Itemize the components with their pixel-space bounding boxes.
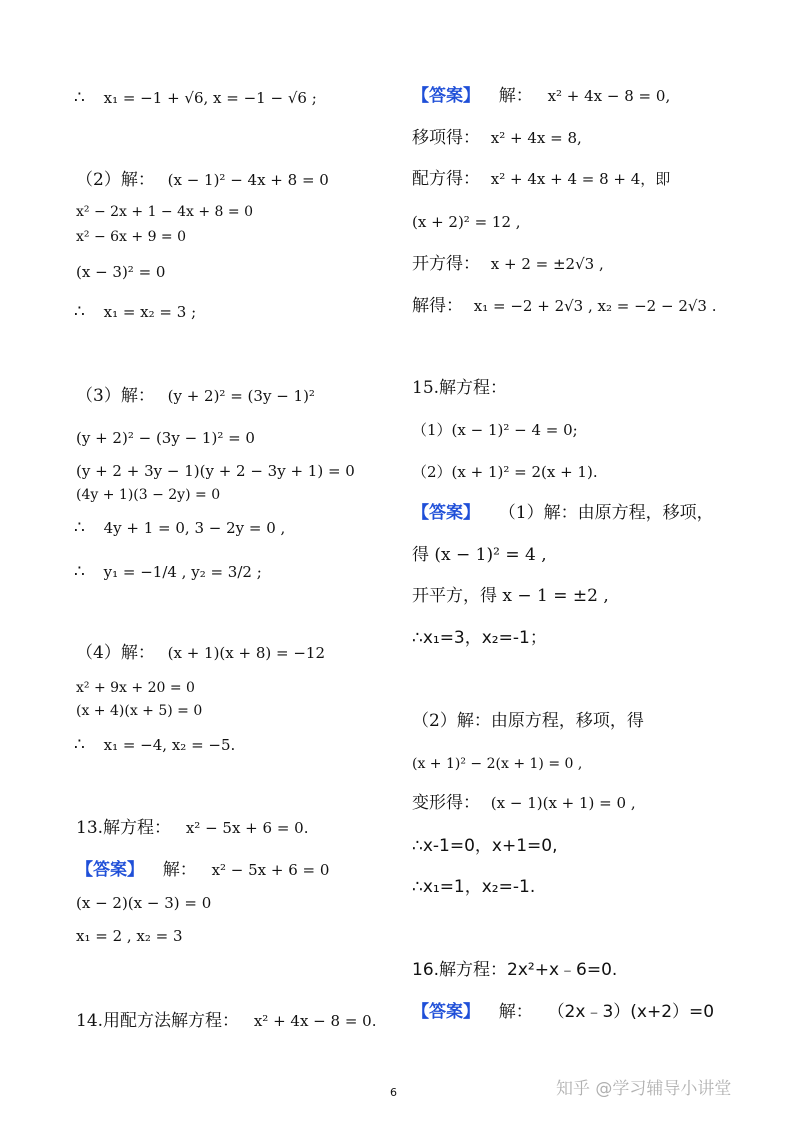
part-label: （2）解： [76,170,155,190]
equation: (x − 1)(x + 1) = 0 , [490,794,636,812]
equation: (x − 3)² = 0 [76,263,166,281]
solution-line [76,262,165,282]
equation: (x + 2)² = 12 , [412,213,521,231]
solution-line [412,296,717,316]
page-number: 6 [390,1086,397,1099]
problem-title: 15.解方程： [412,378,508,398]
equation: (y + 2)² = (3y − 1)² [167,387,315,405]
problem-label: 13.解方程： [76,818,172,838]
therefore-symbol: ∴ [74,88,85,108]
solution-line [74,735,235,755]
answer-line [412,503,714,523]
equation: （2x﹣3）(x+2）=0 [547,1002,715,1022]
equation: (x − 2)(x − 3) = 0 [76,894,212,912]
equation: x₁ = −2 + 2√3 , x₂ = −2 − 2√3 . [473,297,717,315]
problem-subpart: （1）(x − 1)² − 4 = 0; [412,421,578,439]
solution-line [76,428,255,448]
solution-line [76,227,186,247]
equation: (y + 2 + 3y − 1)(y + 2 − 3y + 1) = 0 [76,462,355,480]
solution-line [76,926,183,946]
equation: x + 2 = ±2√3 , [490,255,604,273]
solution-line [76,893,211,913]
solution-line [76,678,195,698]
solve-label: 解： [162,860,197,880]
equation: (x + 4)(x + 5) = 0 [76,703,203,719]
solution-line [412,212,521,232]
problem-line [76,818,308,838]
solution-line: 得 (x − 1)² = 4 , [412,545,547,565]
step-label: 变形得： [412,793,480,813]
solution-line: 开平方，得 x − 1 = ±2 , [412,586,609,606]
solve-label: 解： [498,1002,533,1022]
equation: (y + 2)² − (3y − 1)² = 0 [76,429,255,447]
solution-line: (x + 1)² − 2(x + 1) = 0 , [412,756,583,772]
equation: (x + 1)(x + 8) = −12 [167,644,325,662]
therefore-symbol: ∴ [74,518,85,538]
answer-line [412,86,670,106]
solution-line [412,254,604,274]
answer-line [412,1002,714,1022]
solution-line [76,701,202,721]
equation: x₁ = −1 + √6, x = −1 − √6 ; [103,89,317,107]
problem-title: 16.解方程：2x²+x﹣6=0. [412,960,618,980]
equation: (x − 1)² − 4x + 8 = 0 [167,171,329,189]
solution-line [74,518,285,538]
answer-tag: 【答案】 [412,503,480,523]
problem-subpart: （2）(x + 1)² = 2(x + 1). [412,463,598,481]
solution-line [74,302,196,322]
solution-line: （2）解：由原方程，移项，得 [412,711,644,731]
equation: x² − 2x + 1 − 4x + 8 = 0 [76,204,253,220]
equation: x² + 9x + 20 = 0 [76,680,195,696]
solution-line [76,461,355,481]
step-label: 开方得： [412,254,480,274]
equation: y₁ = −1/4 , y₂ = 3/2 ; [103,563,262,581]
solution-line [76,170,329,190]
equation: (4y + 1)(3 − 2y) = 0 [76,487,221,503]
zhihu-watermark: 知乎 @学习辅导小讲堂 [556,1079,732,1099]
solution-line: ∴x₁=1，x₂=-1. [412,877,536,897]
therefore-symbol: ∴ [74,735,85,755]
solution-line: ∴x₁=3，x₂=-1； [412,628,547,648]
solution-line [412,169,670,189]
equation: x₁ = −4, x₂ = −5. [103,736,236,754]
equation: x² + 4x − 8 = 0. [253,1012,377,1030]
equation: x² − 6x + 9 = 0 [76,229,187,245]
solution-line [74,88,317,108]
problem-label: 14.用配方法解方程： [76,1011,240,1031]
step-label: 移项得： [412,128,480,148]
solution-line: ∴x-1=0，x+1=0, [412,836,558,856]
equation: x² − 5x + 6 = 0 [211,861,330,879]
solution-line [74,562,262,582]
solution-line [412,793,636,813]
answer-tag: 【答案】 [76,860,144,880]
therefore-symbol: ∴ [74,562,85,582]
solution-line [76,386,315,406]
solution-line [76,485,220,505]
solution-line [76,202,253,222]
equation: x² + 4x − 8 = 0, [547,87,671,105]
step-label: 解得： [412,296,463,316]
answer-line [76,860,329,880]
equation: x₁ = 2 , x₂ = 3 [76,927,183,945]
solution-line [76,643,325,663]
problem-line [76,1011,376,1031]
answer-text: （1）解：由原方程，移项， [498,503,714,523]
part-label: （3）解： [76,386,155,406]
answer-tag: 【答案】 [412,1002,480,1022]
equation: x² + 4x + 4 = 8 + 4，即 [490,170,671,188]
step-label: 配方得： [412,169,480,189]
equation: 4y + 1 = 0, 3 − 2y = 0 , [103,519,286,537]
therefore-symbol: ∴ [74,302,85,322]
part-label: （4）解： [76,643,155,663]
answer-tag: 【答案】 [412,86,480,106]
equation: x² + 4x = 8, [490,129,582,147]
equation: x² − 5x + 6 = 0. [185,819,309,837]
equation: x₁ = x₂ = 3 ; [103,303,197,321]
solve-label: 解： [498,86,533,106]
solution-line [412,128,582,148]
